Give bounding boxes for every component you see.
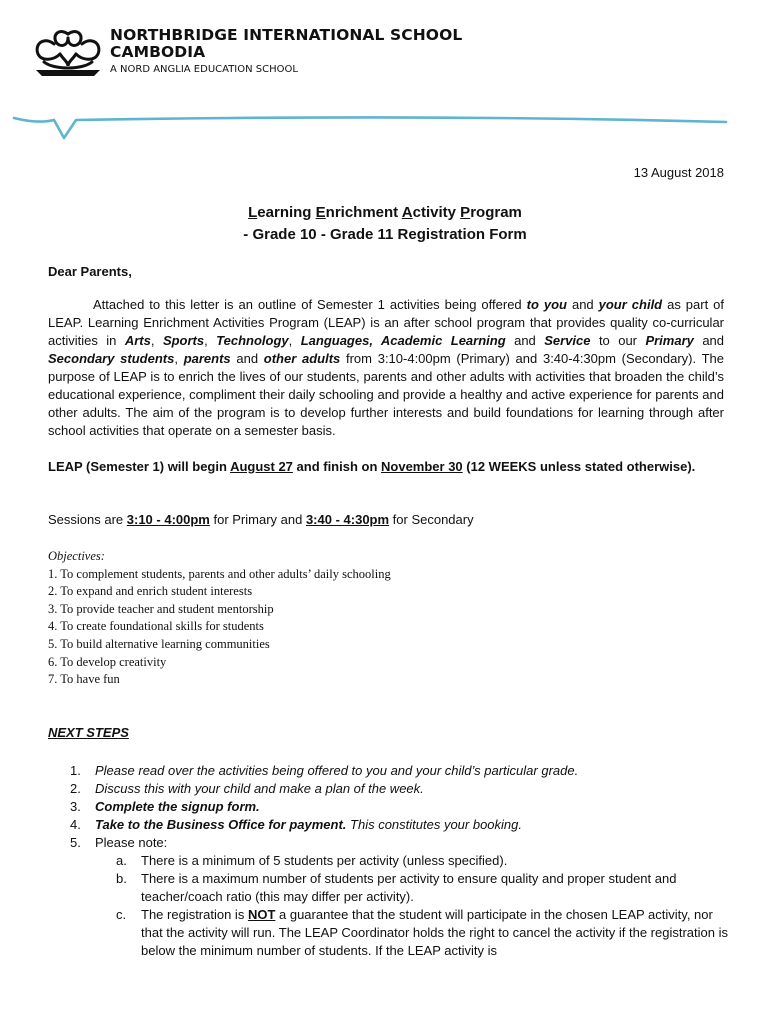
list-item: 2. Discuss this with your child and make a plan of the week.: [70, 781, 424, 796]
leap-dates: LEAP (Semester 1) will begin August 27 and finish on November 30 (12 WEEKS unless stated otherwise).: [48, 459, 696, 474]
list-item: 1. To complement students, parents and other adults’ daily schooling: [48, 566, 391, 581]
list-item: 4. To create foundational skills for students: [48, 619, 264, 634]
header-divider-line: [0, 112, 770, 146]
page-title: Learning Enrichment Activity Program: [248, 204, 522, 221]
school-logo-icon: [30, 26, 106, 78]
intro-paragraph: Attached to this letter is an outline of Semester 1 activities being offered to you and your child as part of LEAP. Learning Enrichment Activities Program (LEAP) is an after school program that provides quality co-curricular activities in Arts, Sports, Technology, Languages, Academic Learning and Service to our Primary and Secondary students, parents and other adults from 3:10-4:00pm (Primary) and 3:40-4:30pm (Secondary). The purpose of LEAP is to enrich the lives of our students, parents and other adults with activities that broaden the child’s educational experience, compliment their daily schooling and provide a healthy and active experience for parents and other adults. The aim of the program is to develop further interests and build foundations for learning through after school activities that operate on a semester basis.: [48, 297, 725, 438]
objectives-heading: Objectives:: [48, 549, 105, 563]
objectives-list: [48, 548, 391, 689]
list-item: 3. To provide teacher and student mentorship: [48, 601, 274, 616]
next-steps-list: [70, 762, 730, 960]
school-name: NORTHBRIDGE INTERNATIONAL SCHOOL CAMBODIA: [110, 26, 463, 61]
next-steps-heading: NEXT STEPS: [48, 725, 129, 740]
list-item: 6. To develop creativity: [48, 654, 167, 669]
list-item: b. There is a maximum number of students per activity to ensure quality and proper student and teacher/coach ratio (this may differ per activity).: [116, 871, 677, 904]
page-subtitle: - Grade 10 - Grade 11 Registration Form: [243, 226, 527, 243]
school-subtitle: A NORD ANGLIA EDUCATION SCHOOL: [110, 64, 298, 75]
list-item: 2. To expand and enrich student interests: [48, 584, 253, 599]
list-item: 7. To have fun: [48, 672, 120, 687]
salutation: Dear Parents,: [48, 264, 132, 279]
list-item: 5. Please note:: [70, 835, 168, 850]
letter-date: 13 August 2018: [633, 165, 724, 180]
list-item: 5. To build alternative learning communities: [48, 636, 270, 651]
list-item: 4. Take to the Business Office for payment. This constitutes your booking.: [70, 817, 522, 832]
list-item: c. The registration is NOT a guarantee that the student will participate in the chosen LEAP activity, nor that the activity will run. The LEAP Coordinator holds the right to cancel the activity if the registration is below the minimum number of students. If the LEAP activity is: [116, 907, 728, 958]
list-item: 3. Complete the signup form.: [70, 799, 260, 814]
list-item: a. There is a minimum of 5 students per activity (unless specified).: [116, 853, 508, 868]
session-times: Sessions are 3:10 - 4:00pm for Primary and 3:40 - 4:30pm for Secondary: [48, 512, 474, 527]
list-item: 1. Please read over the activities being offered to you and your child’s particular grade.: [70, 763, 579, 778]
